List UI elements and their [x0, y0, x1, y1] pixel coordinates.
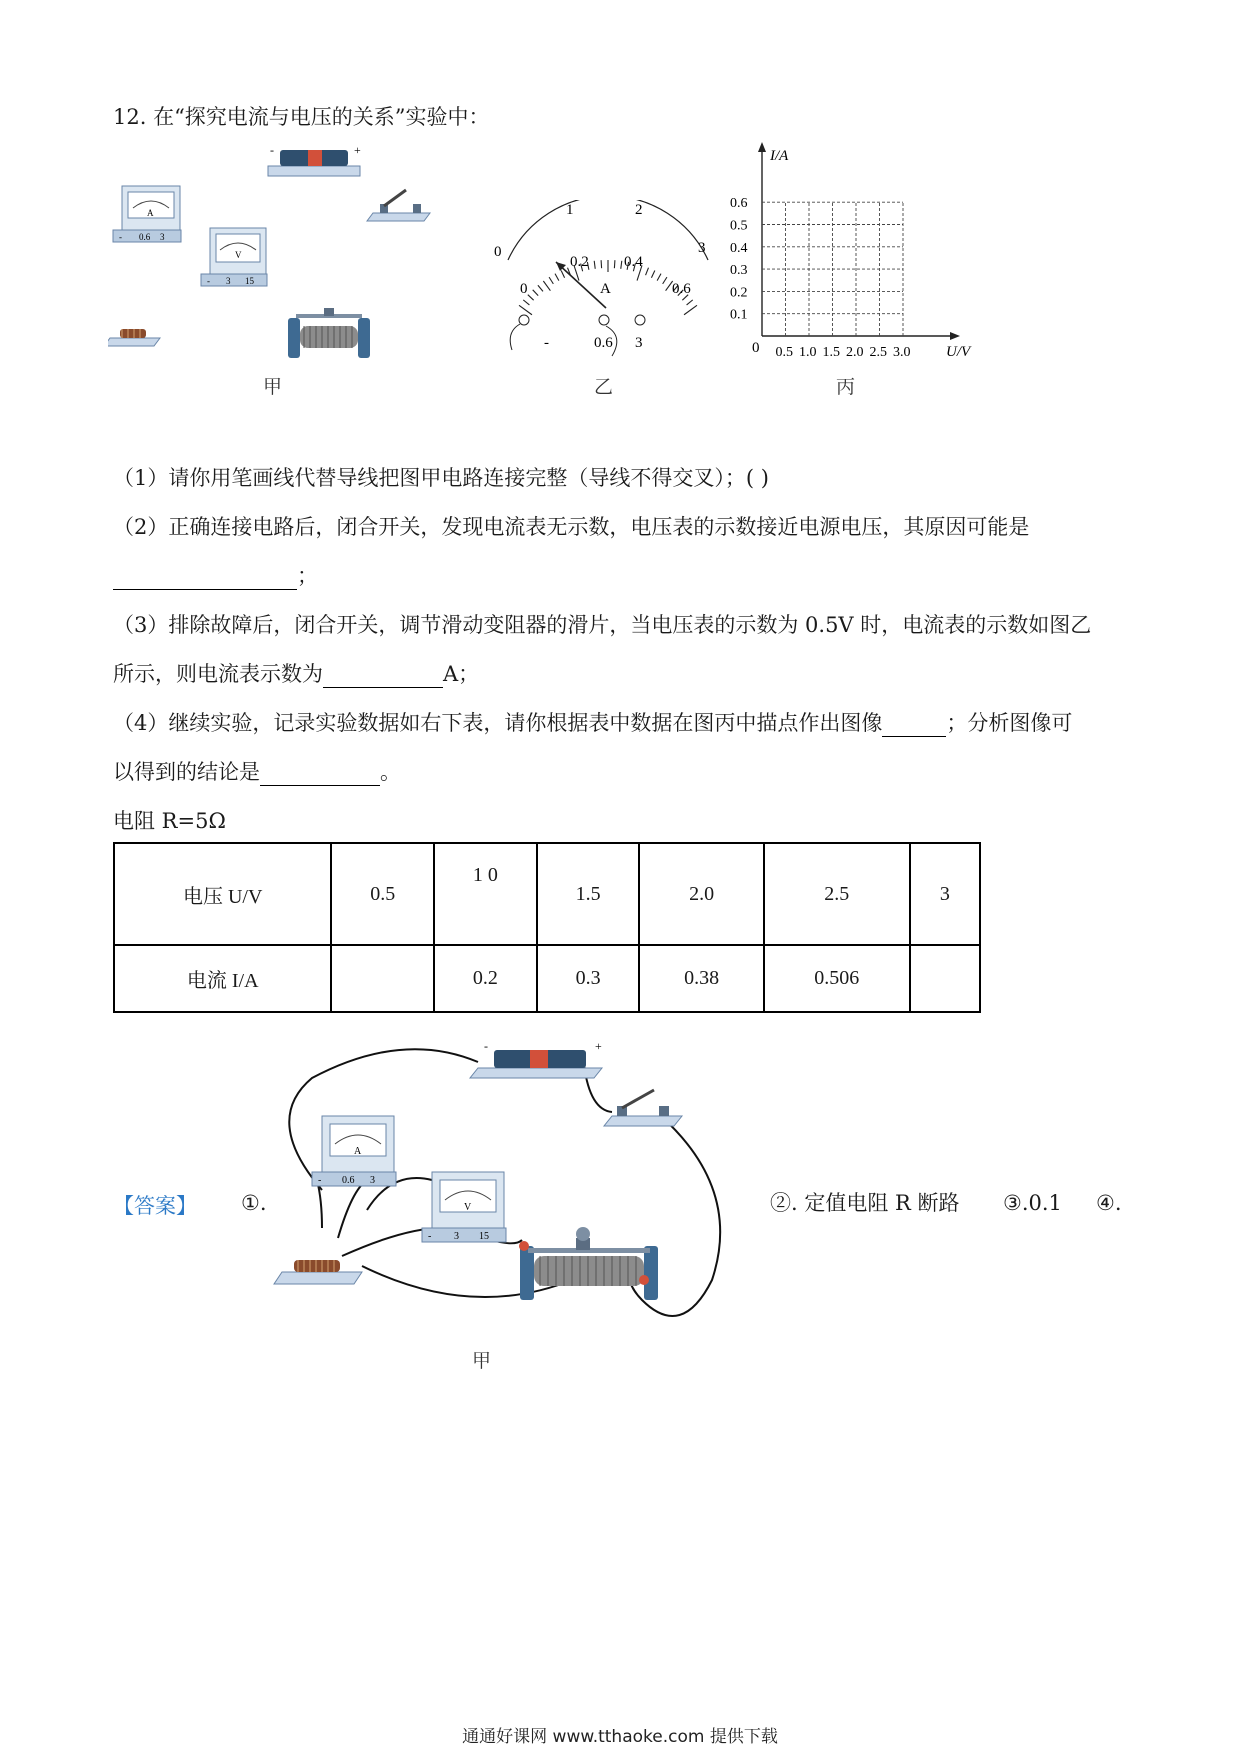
ammeter-terminal-3: 3: [160, 232, 165, 242]
x-tick-label: 0.5: [775, 345, 793, 360]
answer-battery-icon: [470, 1040, 602, 1078]
dial-top-2: 2: [635, 202, 643, 218]
table-cell: [910, 945, 980, 1012]
dial-terminal-3: 3: [635, 335, 643, 351]
dial-top-0: 0: [494, 244, 502, 260]
table-cell: 电流 I/A: [114, 945, 331, 1012]
table-cell: 0.38: [639, 945, 763, 1012]
dial-tick: [528, 295, 534, 300]
dial-bottom-0: 0: [520, 281, 528, 297]
y-tick-label: 0.5: [730, 218, 748, 234]
dial-tick: [549, 277, 553, 284]
dial-tick: [594, 261, 595, 269]
graph-y-label: I/A: [770, 148, 789, 164]
fig-label-bing: 丙: [836, 376, 856, 398]
answer-label: 【答案】: [113, 1194, 197, 1218]
dial-tick: [538, 285, 543, 291]
table-cell: [331, 945, 434, 1012]
x-tick-label: 3.0: [893, 345, 911, 360]
answer-rheostat-icon: [519, 1227, 658, 1300]
y-tick-label: 0.1: [730, 307, 748, 323]
dial-bottom-1: 0.2: [570, 254, 589, 270]
answer-part-1: ①.: [241, 1191, 267, 1215]
dial-bottom-2: 0.4: [624, 254, 643, 270]
dial-tick: [651, 270, 654, 277]
dial-tick: [523, 300, 529, 305]
figure-jia-components: [108, 146, 438, 366]
iu-graph: [728, 142, 990, 364]
dial-tick: [533, 290, 538, 296]
battery-plus: +: [354, 146, 361, 157]
dial-tick: [684, 305, 697, 314]
sub-question-4-line2: 以得到的结论是 。: [113, 759, 401, 786]
voltmeter-symbol: V: [235, 250, 242, 260]
answer-voltmeter-icon: [422, 1172, 506, 1242]
answer-ammeter-terminal-06: 0.6: [342, 1175, 355, 1186]
question-title: 12. 在“探究电流与电压的关系”实验中：: [113, 105, 490, 129]
answer-battery-plus: +: [595, 1040, 602, 1053]
battery-icon: [268, 146, 361, 176]
answer-ammeter-icon: [312, 1116, 396, 1186]
answer-fig-label: 甲: [472, 1350, 492, 1372]
ammeter-dial: [488, 200, 718, 360]
dial-tick: [555, 274, 559, 281]
sub-question-3-line1: （3）排除故障后，闭合开关，调节滑动变阻器的滑片，当电压表的示数为 0.5V 时，电流表的示数如图乙: [113, 613, 1092, 637]
dial-tick: [663, 277, 667, 284]
table-cell: 1.5: [537, 843, 640, 945]
table-cell: 0.506: [764, 945, 910, 1012]
sub-question-3-line2: 所示，则电流表示数为 A；: [113, 661, 479, 688]
answer-voltmeter-terminal-minus: -: [428, 1231, 432, 1242]
voltmeter-terminal-15: 15: [245, 276, 254, 286]
answer-switch-icon: [604, 1090, 682, 1126]
dial-tick: [561, 270, 564, 277]
dial-unit: A: [600, 281, 611, 297]
sub-question-2-answer-line: ；: [113, 563, 318, 590]
answer-voltmeter-terminal-3: 3: [454, 1231, 459, 1242]
resistor-icon: [108, 329, 160, 346]
fig-label-jia: 甲: [263, 376, 283, 398]
y-tick-label: 0.2: [730, 285, 748, 301]
dial-tick: [646, 268, 649, 275]
blank-4b[interactable]: [260, 763, 380, 786]
answer-resistor-icon: [274, 1260, 362, 1284]
graph-x-label: U/V: [946, 344, 971, 360]
y-tick-label: 0.3: [730, 263, 748, 279]
answer-ammeter-terminal-3: 3: [370, 1175, 375, 1186]
dial-top-1: 1: [566, 202, 574, 218]
blank-2[interactable]: [113, 567, 297, 590]
voltmeter-icon: [201, 228, 267, 286]
y-tick-label: 0.4: [730, 240, 748, 256]
x-tick-label: 2.0: [846, 345, 864, 360]
answer-part-2: ②. 定值电阻 R 断路: [770, 1191, 960, 1215]
dial-top-3: 3: [698, 240, 706, 256]
table-row-current: [114, 945, 980, 1012]
answer-voltmeter-terminal-15: 15: [479, 1231, 489, 1242]
x-tick-label: 1.0: [799, 345, 817, 360]
answer-ammeter-terminal-minus: -: [318, 1175, 322, 1186]
battery-minus: -: [270, 146, 274, 157]
blank-3[interactable]: [323, 665, 443, 688]
switch-icon: [367, 190, 430, 221]
answer-ammeter-symbol: A: [354, 1146, 362, 1157]
answer-voltmeter-symbol: V: [464, 1202, 472, 1213]
dial-terminal-06: 0.6: [594, 335, 613, 351]
ammeter-terminal-06: 0.6: [139, 232, 151, 242]
table-cell: 3: [910, 843, 980, 945]
dial-tick: [614, 260, 615, 268]
table-cell: 0.2: [434, 945, 537, 1012]
blank-4a[interactable]: [882, 714, 946, 737]
ammeter-icon: [113, 186, 181, 242]
voltmeter-terminal-minus: -: [207, 276, 210, 286]
rheostat-icon: [288, 308, 370, 358]
answer-battery-minus: -: [484, 1040, 488, 1053]
sub-question-2: （2）正确连接电路后，闭合开关，发现电流表无示数，电压表的示数接近电源电压，其原因可能是: [113, 515, 1030, 539]
table-cell: 2.5: [764, 843, 910, 945]
graph-origin: 0: [752, 340, 760, 356]
dial-tick: [601, 260, 602, 268]
dial-tick: [543, 281, 550, 291]
sub-question-4-line1: （4）继续实验，记录实验数据如右下表，请你根据表中数据在图丙中描点作出图像 ；分析图像可: [113, 710, 1072, 737]
table-cell: 0.3: [537, 945, 640, 1012]
table-cell: 2.0: [639, 843, 763, 945]
ammeter-symbol: A: [147, 208, 154, 218]
x-tick-label: 1.5: [822, 345, 840, 360]
dial-tick: [621, 261, 622, 269]
ammeter-terminal-minus: -: [119, 232, 122, 242]
sub-question-1: （1）请你用笔画线代替导线把图甲电路连接完整（导线不得交叉）；( ): [113, 466, 769, 490]
y-tick-label: 0.6: [730, 196, 748, 212]
voltmeter-terminal-3: 3: [226, 276, 231, 286]
table-row-voltage: [114, 843, 980, 945]
dial-bottom-3: 0.6: [672, 281, 691, 297]
graph-grid: [762, 202, 903, 336]
data-table: [113, 842, 981, 1013]
resistance-label: 电阻 R=5Ω: [113, 809, 226, 833]
answer-circuit: [272, 1040, 732, 1350]
table-cell: 1 0: [434, 843, 537, 945]
answer-part-4: ④.: [1096, 1191, 1122, 1215]
x-tick-label: 2.5: [869, 345, 887, 360]
dial-terminal-minus: -: [544, 335, 549, 351]
dial-tick: [657, 274, 661, 281]
answer-part-3: ③.0.1: [1003, 1191, 1062, 1215]
footer-source: 通通好课网 www.tthaoke.com 提供下载: [462, 1727, 778, 1747]
table-cell: 0.5: [331, 843, 434, 945]
dial-tick: [519, 305, 532, 314]
fig-label-yi: 乙: [594, 376, 614, 398]
dial-tick: [687, 300, 693, 305]
table-cell: 电压 U/V: [114, 843, 331, 945]
